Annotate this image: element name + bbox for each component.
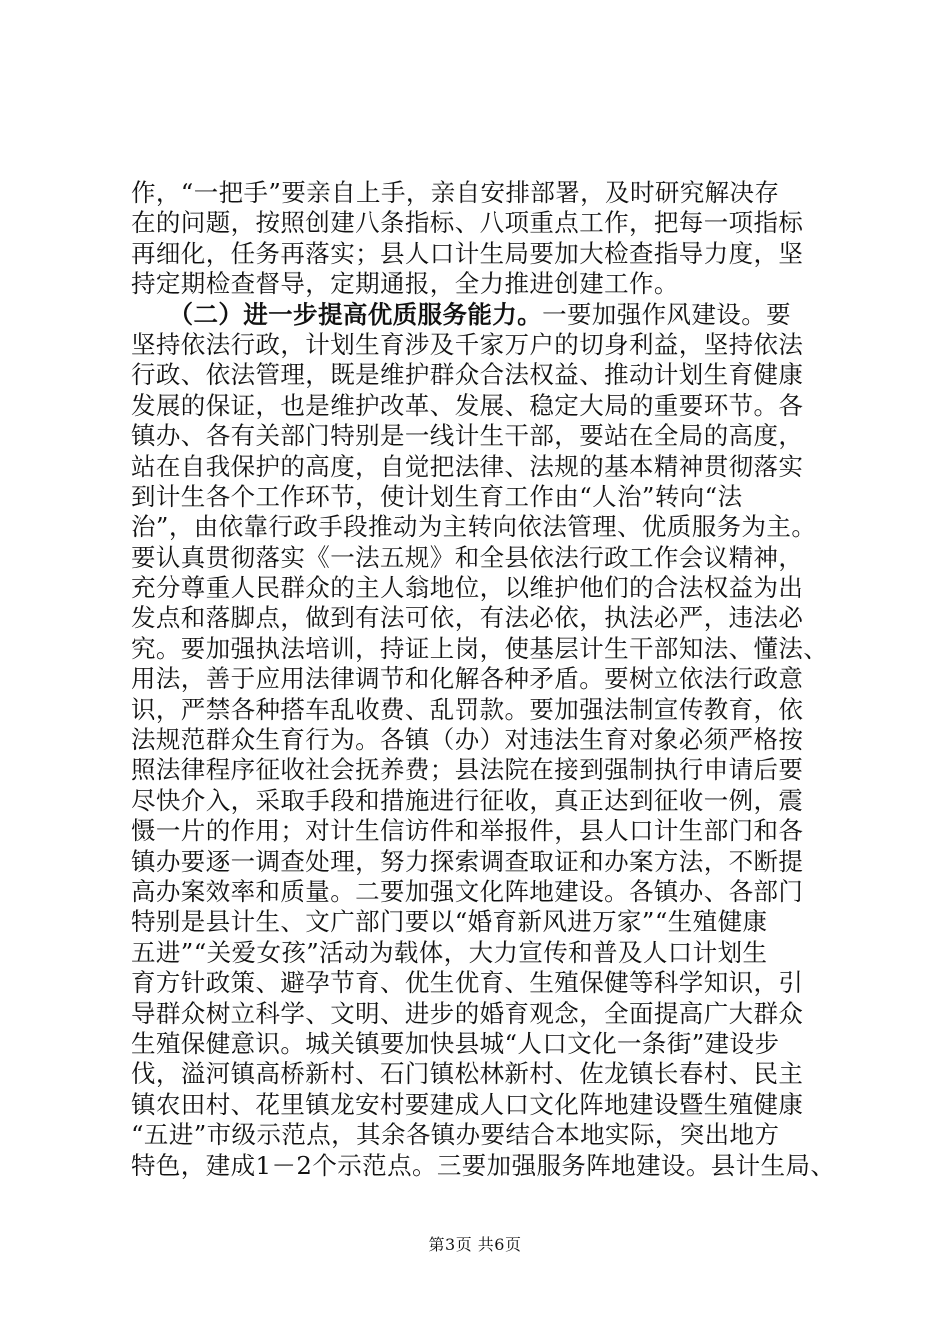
text-segment: 作，“一把手”要亲自上手，亲自安排部署，及时研究解决存: [131, 178, 780, 207]
text-line: [131, 1120, 831, 1150]
text-segment: 究。要加强执法培训，持证上岗，使基层计生干部知法、懂法、: [131, 633, 829, 663]
text-line: [131, 938, 831, 968]
text-line: [131, 543, 831, 573]
text-segment: 照法律程序征收社会抚养费；县法院在接到强制执行申请后要: [131, 755, 804, 785]
text-segment: 行政、依法管理，既是维护群众合法权益、推动计划生育健康: [131, 360, 804, 390]
text-line: [131, 634, 831, 664]
text-line: [131, 725, 831, 755]
text-segment: 识，严禁各种搭车乱收费、乱罚款。要加强法制宣传教育，依: [131, 694, 804, 724]
text-segment: 高办案效率和质量。二要加强文化阵地建设。各镇办、各部门: [131, 876, 804, 906]
text-line: [131, 1059, 831, 1089]
text-segment: 坚持依法行政，计划生育涉及千家万户的切身利益，坚持依法: [131, 329, 804, 359]
text-line: [131, 1029, 831, 1059]
text-segment: 再细化，任务再落实；县人口计生局要加大检查指导力度，坚: [131, 238, 804, 268]
text-line: [131, 330, 831, 360]
text-segment: “五进”市级示范点，其余各镇办要结合本地实际，突出地方: [131, 1120, 780, 1150]
text-line: [131, 816, 831, 846]
text-line: [131, 269, 831, 299]
text-segment: 特别是县计生、文广部门要以“婚育新风进万家”“生殖健康: [131, 907, 768, 937]
text-segment: 治”，由依靠行政手段推动为主转向依法管理、优质服务为主。: [131, 512, 817, 542]
text-line: [131, 786, 831, 816]
text-segment: 伐，溢河镇高桥新村、石门镇松林新村、佐龙镇长春村、民主: [131, 1059, 804, 1089]
text-line: [131, 664, 831, 694]
text-line: [131, 239, 831, 269]
bold-heading-segment: （二）进一步提高优质服务能力。: [131, 299, 543, 329]
text-segment: 育方针政策、避孕节育、优生优育、生殖保健等科学知识，引: [131, 968, 804, 998]
text-segment: 五进”“关爱女孩”活动为载体，大力宣传和普及人口计划生: [131, 937, 768, 967]
body-text: [131, 178, 836, 1181]
text-segment: 法规范群众生育行为。各镇（办）对违法生育对象必须严格按: [131, 725, 804, 755]
text-line: [131, 847, 831, 877]
text-line: [131, 999, 831, 1029]
text-segment: 充分尊重人民群众的主人翁地位，以维护他们的合法权益为出: [131, 573, 804, 603]
text-line: [131, 907, 831, 937]
text-line: [131, 482, 831, 512]
text-segment: 站在自我保护的高度，自觉把法律、法规的基本精神贯彻落实: [131, 451, 804, 481]
text-line: [131, 178, 831, 208]
text-segment: 镇农田村、花里镇龙安村要建成人口文化阵地建设暨生殖健康: [131, 1089, 804, 1119]
text-segment: 镇办要逐一调查处理，努力探索调查取证和办案方法，不断提: [131, 846, 804, 876]
text-line: [131, 603, 831, 633]
text-segment: 镇办、各有关部门特别是一线计生干部，要站在全局的高度，: [131, 421, 804, 451]
text-segment: 一要加强作风建设。要: [542, 299, 792, 329]
text-line: [131, 391, 831, 421]
text-segment: 尽快介入，采取手段和措施进行征收，真正达到征收一例，震: [131, 785, 804, 815]
text-line: [131, 452, 831, 482]
text-line: [131, 877, 831, 907]
text-segment: 发展的保证，也是维护改革、发展、稳定大局的重要环节。各: [131, 390, 804, 420]
text-line: [131, 421, 831, 451]
text-segment: 到计生各个工作环节，使计划生育工作由“人治”转向“法: [131, 481, 743, 511]
text-line: [131, 300, 831, 330]
text-line: [131, 695, 831, 725]
page-footer: 第3页 共6页: [428, 1235, 522, 1254]
text-segment: 要认真贯彻落实《一法五规》和全县依法行政工作会议精神，: [131, 542, 804, 572]
text-segment: 生殖保健意识。城关镇要加快县城“人口文化一条街”建设步: [131, 1028, 780, 1058]
text-line: [131, 208, 831, 238]
text-line: [131, 573, 831, 603]
text-segment: 发点和落脚点，做到有法可依，有法必依，执法必严，违法必: [131, 603, 804, 633]
text-segment: 特色，建成1－2个示范点。三要加强服务阵地建设。县计生局、: [131, 1150, 836, 1180]
text-segment: 在的问题，按照创建八条指标、八项重点工作，把每一项指标: [131, 208, 804, 238]
text-line: [131, 1090, 831, 1120]
text-segment: 持定期检查督导，定期通报，全力推进创建工作。: [131, 269, 679, 299]
text-segment: 导群众树立科学、文明、进步的婚育观念，全面提高广大群众: [131, 998, 804, 1028]
text-line: [131, 360, 831, 390]
text-line: [131, 755, 831, 785]
text-line: [131, 968, 831, 998]
text-segment: 慑一片的作用；对计生信访件和举报件，县人口计生部门和各: [131, 816, 804, 846]
text-segment: 用法，善于应用法律调节和化解各种矛盾。要树立依法行政意: [131, 664, 804, 694]
text-line: [131, 512, 831, 542]
text-line: [131, 1150, 836, 1181]
